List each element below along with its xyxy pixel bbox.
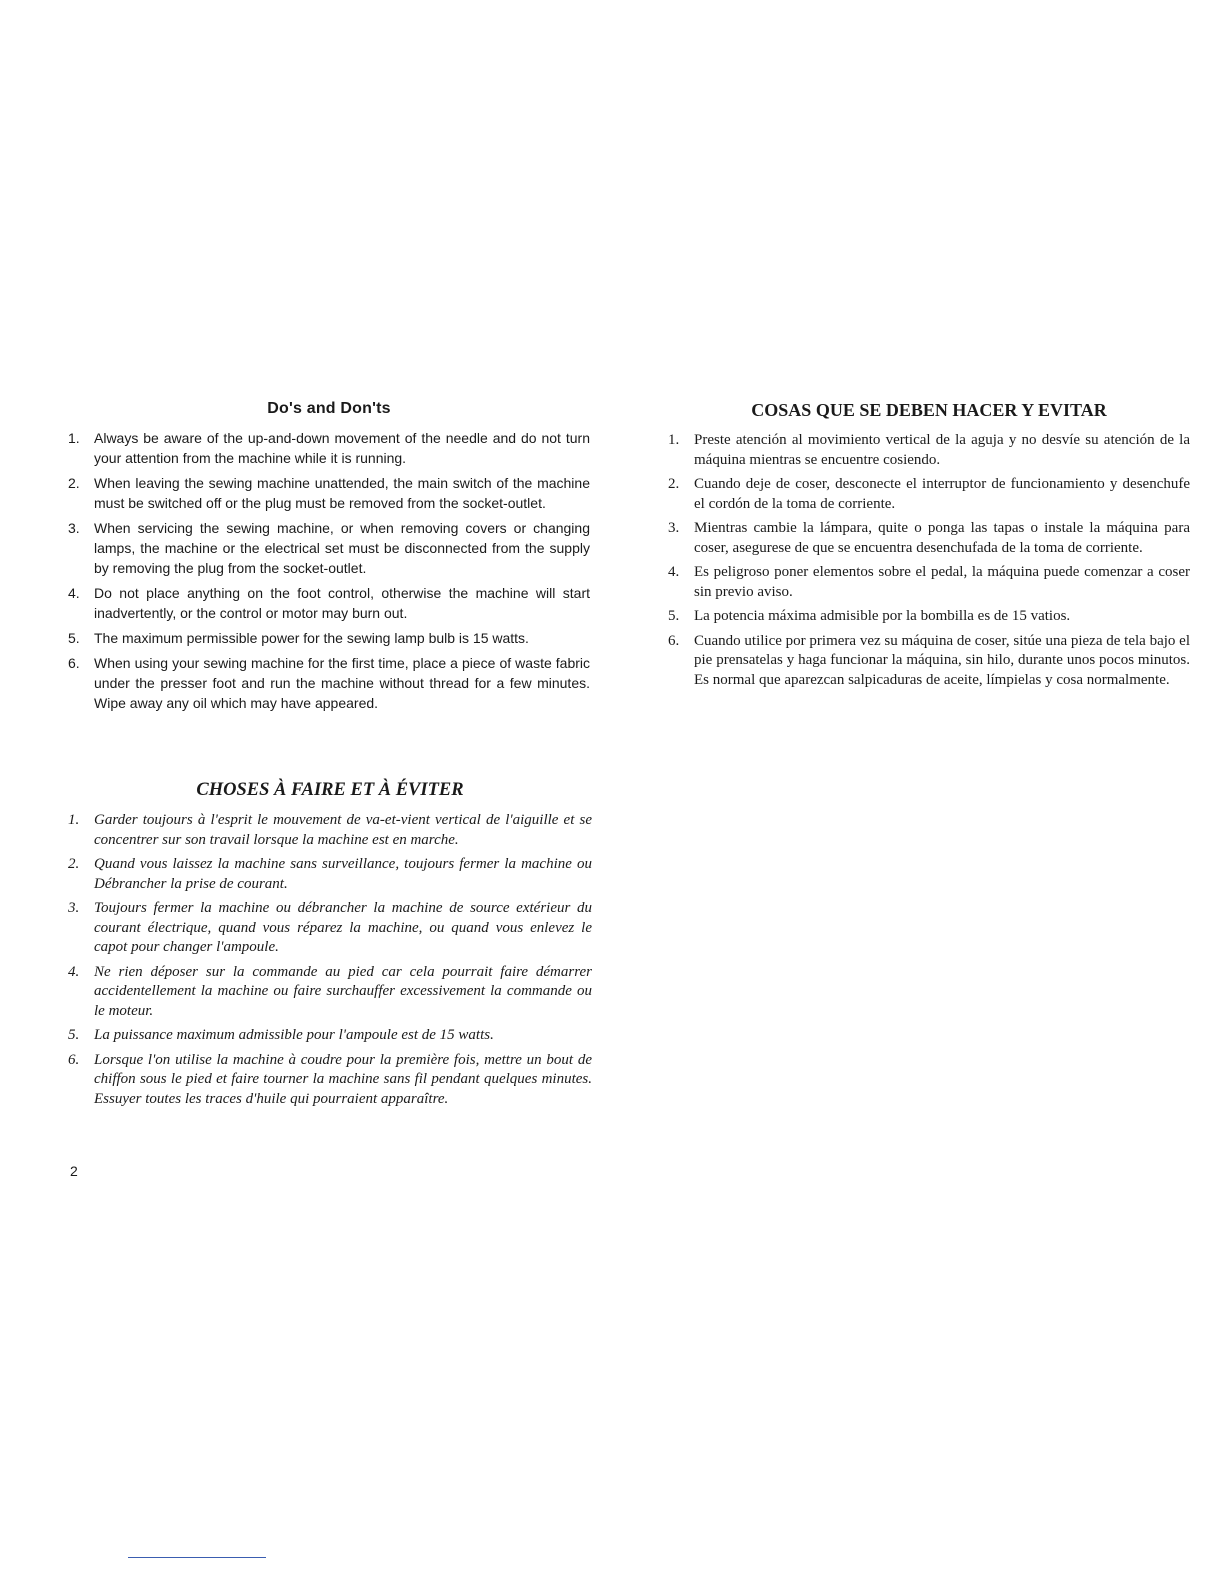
item-number: 4.: [68, 963, 80, 980]
item-text: Cuando deje de coser, desconecte el interruptor de funcionamiento y desenchufe el cordón de la toma de corriente.: [694, 476, 1190, 512]
item-text: La potencia máxima admisible por la bombilla es de 15 vatios.: [694, 608, 1071, 624]
item-text: Quand vous laissez la machine sans surveillance, toujours fermer la machine ou Débrancher la prise de courant.: [94, 856, 592, 892]
item-text: When servicing the sewing machine, or when removing covers or changing lamps, the machine or the electrical set must be disconnected from the supply by removing the plug from the socket-outlet.: [94, 520, 590, 576]
english-heading: Do's and Don'ts: [267, 400, 391, 417]
list-item: [68, 1051, 592, 1110]
list-item: [68, 428, 590, 468]
list-item: [68, 518, 590, 578]
item-text: La puissance maximum admissible pour l'ampoule est de 15 watts.: [94, 1027, 494, 1043]
english-list: [68, 428, 590, 713]
list-item: [68, 855, 592, 894]
spanish-heading: COSAS QUE SE DEBEN HACER Y EVITAR: [751, 400, 1107, 420]
french-heading: CHOSES À FAIRE ET À ÉVITER: [196, 780, 464, 800]
french-section: [68, 780, 592, 1114]
page-number: 2: [70, 1163, 78, 1179]
list-item: [68, 963, 592, 1022]
item-number: 3.: [68, 520, 80, 536]
item-number: 6.: [668, 632, 680, 649]
item-text: Garder toujours à l'esprit le mouvement de va-et-vient vertical de l'aiguille et se concentrer sur son travail lorsque la machine est en marche.: [94, 812, 592, 848]
spanish-section: [668, 400, 1190, 695]
item-text: Do not place anything on the foot control, otherwise the machine will start inadvertently, or the control or motor may burn out.: [94, 585, 590, 621]
item-text: Toujours fermer la machine ou débrancher la machine de source extérieur du courant électrique, quand vous réparez la machine, ou quand vous enlevez le capot pour changer l'ampoule.: [94, 900, 592, 955]
item-text: When using your sewing machine for the first time, place a piece of waste fabric under the presser foot and run the machine without thread for a few minutes. Wipe away any oil which may have appeared.: [94, 655, 590, 711]
item-text: Lorsque l'on utilise la machine à coudre pour la première fois, mettre un bout de chiffon sous le pied et faire tourner la machine sans fil pendant quelques minutes. Essuyer toutes les traces d'huile qui pourraient apparaître.: [94, 1051, 592, 1107]
item-number: 2.: [668, 476, 680, 492]
list-item: [668, 632, 1190, 691]
item-number: 2.: [68, 856, 80, 872]
list-item: [68, 473, 590, 513]
list-item: [68, 583, 590, 623]
item-number: 5.: [668, 608, 680, 624]
item-number: 4.: [68, 585, 80, 601]
item-number: 3.: [68, 900, 80, 916]
list-item: [668, 563, 1190, 602]
item-number: 5.: [68, 630, 80, 646]
item-text: Es peligroso poner elementos sobre el pedal, la máquina puede comenzar a coser sin previo aviso.: [694, 564, 1190, 600]
item-text: The maximum permissible power for the sewing lamp bulb is 15 watts.: [94, 630, 529, 646]
list-item: [668, 431, 1190, 470]
item-text: Ne rien déposer sur la commande au pied car cela pourrait faire démarrer accidentellement la machine ou faire surchauffer excessivement la commande ou le moteur.: [94, 963, 592, 1019]
list-item: [668, 475, 1190, 514]
item-text: Preste atención al movimiento vertical de la aguja y no desvíe su atención de la máquina mientras se encuentre cosiendo.: [694, 432, 1190, 468]
item-text: Mientras cambie la lámpara, quite o ponga las tapas o instale la máquina para coser, asegurese de que se encuentra desenchufada de la toma de corriente.: [694, 520, 1190, 556]
list-item: [68, 653, 590, 713]
item-number: 4.: [668, 564, 680, 580]
french-list: [68, 811, 592, 1109]
item-number: 3.: [668, 520, 680, 536]
item-number: 1.: [668, 432, 680, 448]
list-item: [668, 607, 1190, 627]
spanish-list: [668, 431, 1190, 690]
item-text: Always be aware of the up-and-down movement of the needle and do not turn your attention from the machine while it is running.: [94, 430, 590, 466]
list-item: [668, 519, 1190, 558]
footer-rule: [128, 1557, 266, 1558]
item-text: When leaving the sewing machine unattended, the main switch of the machine must be switched off or the plug must be removed from the socket-outlet.: [94, 475, 590, 511]
item-number: 1.: [68, 812, 80, 828]
item-number: 5.: [68, 1027, 80, 1043]
item-number: 2.: [68, 475, 80, 491]
list-item: [68, 1026, 592, 1046]
list-item: [68, 628, 590, 648]
list-item: [68, 899, 592, 958]
english-section: [68, 400, 590, 718]
item-text: Cuando utilice por primera vez su máquina de coser, sitúe una pieza de tela bajo el pie prensatelas y haga funcionar la máquina, sin hilo, durante unos pocos minutos. Es normal que aparezcan salpicaduras de aceite, límpielas y cosa normalmente.: [694, 632, 1190, 688]
item-number: 6.: [68, 655, 80, 671]
item-number: 1.: [68, 430, 80, 446]
list-item: [68, 811, 592, 850]
item-number: 6.: [68, 1051, 80, 1068]
